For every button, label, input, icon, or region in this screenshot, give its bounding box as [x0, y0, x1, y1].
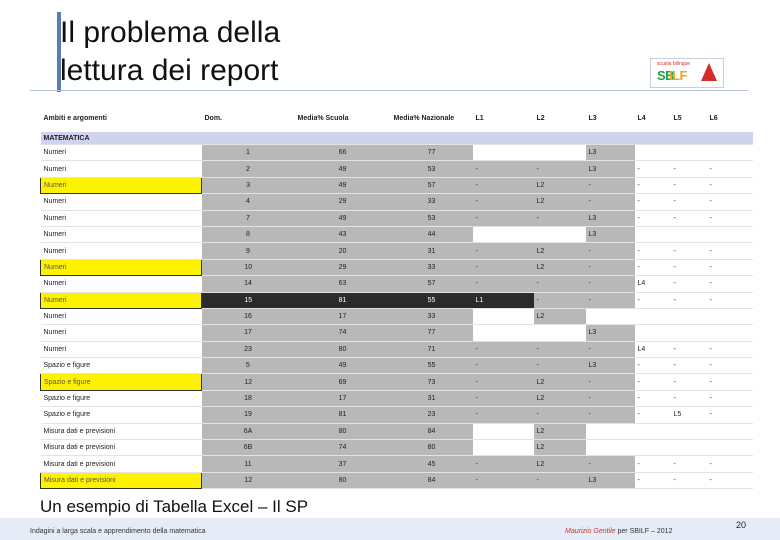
table-cell: L5: [671, 407, 707, 423]
table-cell: 14: [202, 276, 295, 292]
table-cell: -: [473, 259, 534, 275]
table-cell: [473, 226, 534, 242]
table-cell: -: [473, 243, 534, 259]
footer-right-rest: per SBILF – 2012: [615, 528, 673, 535]
table-cell: 49: [295, 210, 391, 226]
table-row: [41, 440, 753, 456]
table-cell: [707, 325, 753, 341]
table-cell: -: [671, 259, 707, 275]
table-cell: 1: [202, 145, 295, 161]
table-cell: 80: [295, 423, 391, 439]
footer-author: Maurizio Gentile: [565, 528, 616, 535]
table-cell: 12: [202, 374, 295, 390]
header-cell: L6: [709, 114, 718, 122]
table-cell: -: [473, 407, 534, 423]
table-cell: L2: [534, 194, 586, 210]
table-cell: -: [671, 161, 707, 177]
table-cell: 63: [295, 276, 391, 292]
table-row: [41, 292, 753, 308]
table-cell: -: [534, 472, 586, 488]
table-cell: -: [534, 292, 586, 308]
table-cell: -: [534, 407, 586, 423]
table-cell: -: [671, 390, 707, 406]
table-cell: 49: [295, 177, 391, 193]
table-cell: 33: [391, 194, 473, 210]
table-cell: [707, 440, 753, 456]
table-cell: 20: [295, 243, 391, 259]
row-label: Spazio e figure: [41, 390, 202, 406]
table-cell: 8: [202, 226, 295, 242]
table-cell: -: [707, 390, 753, 406]
table-row: [41, 276, 753, 292]
table-cell: 49: [295, 161, 391, 177]
table-cell: -: [707, 243, 753, 259]
table-cell: [707, 308, 753, 324]
row-label: Numeri: [41, 243, 202, 259]
table-cell: [671, 325, 707, 341]
table-cell: [635, 325, 671, 341]
table-cell: L3: [586, 472, 635, 488]
table-cell: 53: [391, 161, 473, 177]
table-cell: 43: [295, 226, 391, 242]
table-cell: -: [473, 194, 534, 210]
sbilf-logo: [650, 58, 724, 88]
table-cell: -: [534, 358, 586, 374]
table-cell: 57: [391, 177, 473, 193]
header-cell: Ambiti e argomenti: [43, 114, 107, 122]
table-cell: -: [534, 341, 586, 357]
table-cell: 9: [202, 243, 295, 259]
table-cell: -: [707, 276, 753, 292]
table-cell: -: [586, 194, 635, 210]
table-cell: -: [473, 210, 534, 226]
table-cell: 81: [295, 292, 391, 308]
table-cell: 33: [391, 308, 473, 324]
header-cell: L5: [673, 114, 682, 122]
table-cell: 53: [391, 210, 473, 226]
table-cell: L2: [534, 259, 586, 275]
row-label: Numeri: [41, 341, 202, 357]
table-cell: 29: [295, 194, 391, 210]
table-cell: -: [635, 243, 671, 259]
table-cell: -: [586, 374, 635, 390]
table-row: [41, 145, 753, 161]
table-cell: -: [635, 456, 671, 472]
table-cell: 17: [202, 325, 295, 341]
table-cell: [635, 145, 671, 161]
table-cell: -: [671, 292, 707, 308]
row-label: Numeri: [41, 177, 202, 193]
row-label: Spazio e figure: [41, 407, 202, 423]
table-row: [41, 374, 753, 390]
table-cell: [635, 423, 671, 439]
table-cell: 5: [202, 358, 295, 374]
header-cell: Media% Scuola: [297, 114, 349, 122]
table-cell: -: [671, 374, 707, 390]
table-cell: [534, 145, 586, 161]
table-cell: [671, 423, 707, 439]
table-row: [41, 358, 753, 374]
table-cell: -: [586, 292, 635, 308]
header-cell: L1: [475, 114, 484, 122]
table-cell: L3: [586, 161, 635, 177]
table-row: [41, 325, 753, 341]
table-cell: -: [473, 456, 534, 472]
table-cell: -: [586, 243, 635, 259]
table-cell: [671, 226, 707, 242]
logo-tagline: scuola bilingue: [657, 61, 691, 67]
table-cell: 31: [391, 243, 473, 259]
table-row: [41, 194, 753, 210]
footer-left-text: Indagini a larga scala e apprendimento della matematica: [30, 528, 206, 535]
table-cell: -: [707, 374, 753, 390]
table-cell: -: [586, 390, 635, 406]
table-cell: 55: [391, 292, 473, 308]
table-cell: L3: [586, 358, 635, 374]
table-cell: [635, 308, 671, 324]
table-cell: L2: [534, 177, 586, 193]
table-row: [41, 161, 753, 177]
table-row: [41, 456, 753, 472]
logo-text-b: ILF: [669, 68, 687, 83]
table-cell: -: [473, 472, 534, 488]
table-cell: -: [707, 210, 753, 226]
table-cell: -: [707, 292, 753, 308]
table-cell: 74: [295, 325, 391, 341]
table-cell: 84: [391, 423, 473, 439]
table-cell: 44: [391, 226, 473, 242]
table-cell: -: [534, 276, 586, 292]
table-cell: 18: [202, 390, 295, 406]
table-cell: 66: [295, 145, 391, 161]
table-cell: -: [635, 292, 671, 308]
table-row: [41, 226, 753, 242]
table-cell: 6B: [202, 440, 295, 456]
table-cell: -: [707, 194, 753, 210]
table-cell: -: [635, 407, 671, 423]
table-cell: -: [534, 210, 586, 226]
table-cell: 77: [391, 145, 473, 161]
row-label: Numeri: [41, 210, 202, 226]
report-table: [40, 104, 720, 484]
table-cell: -: [635, 177, 671, 193]
table-cell: L4: [635, 276, 671, 292]
footer-right-text: [565, 528, 672, 535]
table-row: [41, 407, 753, 423]
table-cell: [707, 423, 753, 439]
table-cell: -: [635, 210, 671, 226]
table-cell: [534, 325, 586, 341]
row-label: Numeri: [41, 259, 202, 275]
table-row: [41, 177, 753, 193]
table-cell: 16: [202, 308, 295, 324]
table-cell: 33: [391, 259, 473, 275]
table-cell: [671, 145, 707, 161]
table-cell: -: [707, 177, 753, 193]
hat-icon: [701, 63, 717, 81]
table-cell: -: [707, 259, 753, 275]
row-label: Misura dati e previsioni: [41, 456, 202, 472]
table-cell: -: [635, 161, 671, 177]
header-cell: L3: [588, 114, 597, 122]
table-cell: -: [671, 341, 707, 357]
table-cell: [586, 308, 635, 324]
table-cell: 4: [202, 194, 295, 210]
table-cell: [534, 226, 586, 242]
table-cell: [586, 440, 635, 456]
table-cell: -: [473, 161, 534, 177]
table-cell: 15: [202, 292, 295, 308]
table-cell: -: [473, 276, 534, 292]
row-label: Spazio e figure: [41, 358, 202, 374]
table-row: [41, 341, 753, 357]
table-cell: 77: [391, 325, 473, 341]
header-cell: L4: [637, 114, 646, 122]
slide-title: [60, 14, 280, 90]
table-cell: -: [635, 358, 671, 374]
table-cell: 45: [391, 456, 473, 472]
table-cell: [707, 226, 753, 242]
table-cell: [473, 308, 534, 324]
table-cell: L3: [586, 226, 635, 242]
table-row: [41, 243, 753, 259]
table-cell: 2: [202, 161, 295, 177]
table-row: [41, 390, 753, 406]
table-cell: 37: [295, 456, 391, 472]
table-cell: 49: [295, 358, 391, 374]
table-row: [41, 259, 753, 275]
table-cell: 55: [391, 358, 473, 374]
table-cell: [635, 440, 671, 456]
section-row: [41, 132, 753, 145]
row-label: Numeri: [41, 145, 202, 161]
table-cell: 31: [391, 390, 473, 406]
row-label: Numeri: [41, 292, 202, 308]
table-cell: -: [635, 259, 671, 275]
header-cell: Media% Nazionale: [393, 114, 455, 122]
table-cell: 17: [295, 390, 391, 406]
table-cell: 73: [391, 374, 473, 390]
table-cell: 74: [295, 440, 391, 456]
table-cell: 11: [202, 456, 295, 472]
table-cell: [671, 440, 707, 456]
table-cell: 10: [202, 259, 295, 275]
table-cell: -: [473, 177, 534, 193]
table-header-row: [41, 104, 753, 132]
table-cell: 29: [295, 259, 391, 275]
table-cell: 19: [202, 407, 295, 423]
table-cell: 3: [202, 177, 295, 193]
table-cell: 23: [391, 407, 473, 423]
table-cell: 17: [295, 308, 391, 324]
table-cell: 7: [202, 210, 295, 226]
row-label: Numeri: [41, 194, 202, 210]
table-cell: -: [707, 358, 753, 374]
table-cell: -: [671, 456, 707, 472]
table-row: [41, 210, 753, 226]
table-cell: -: [586, 177, 635, 193]
table-cell: L2: [534, 374, 586, 390]
table-cell: L2: [534, 308, 586, 324]
page-number: 20: [736, 520, 747, 530]
row-label: Numeri: [41, 226, 202, 242]
slide-caption: Un esempio di Tabella Excel – Il SP: [40, 497, 309, 516]
section-label: MATEMATICA: [41, 132, 753, 145]
table-cell: -: [586, 341, 635, 357]
table-cell: -: [635, 390, 671, 406]
table-cell: -: [707, 161, 753, 177]
table-cell: -: [707, 456, 753, 472]
row-label: Numeri: [41, 325, 202, 341]
table-cell: 69: [295, 374, 391, 390]
row-label: Misura dati e previsioni: [41, 472, 202, 488]
table-cell: -: [534, 161, 586, 177]
table-cell: 6A: [202, 423, 295, 439]
row-label: Numeri: [41, 308, 202, 324]
table-cell: -: [473, 390, 534, 406]
title-line-1: Il problema della: [60, 16, 281, 49]
row-label: Spazio e figure: [41, 374, 202, 390]
table-cell: -: [707, 407, 753, 423]
table-cell: -: [671, 358, 707, 374]
table-cell: 80: [295, 472, 391, 488]
table-cell: 57: [391, 276, 473, 292]
table-cell: [707, 145, 753, 161]
table-cell: -: [671, 276, 707, 292]
table-cell: L2: [534, 423, 586, 439]
table-cell: [473, 440, 534, 456]
table-cell: -: [586, 259, 635, 275]
table-cell: [473, 325, 534, 341]
table-cell: -: [635, 374, 671, 390]
table-cell: -: [586, 276, 635, 292]
table-row: [41, 472, 753, 488]
table-cell: L4: [635, 341, 671, 357]
table-cell: L2: [534, 390, 586, 406]
table-cell: 12: [202, 472, 295, 488]
table-cell: -: [671, 194, 707, 210]
row-label: Misura dati e previsioni: [41, 423, 202, 439]
table-cell: L2: [534, 456, 586, 472]
table-cell: 84: [391, 472, 473, 488]
table-cell: [635, 226, 671, 242]
table-cell: L3: [586, 210, 635, 226]
header-divider: [30, 90, 748, 91]
table-cell: 71: [391, 341, 473, 357]
table-cell: -: [671, 472, 707, 488]
table-cell: -: [671, 210, 707, 226]
table-cell: 80: [391, 440, 473, 456]
table-cell: -: [586, 456, 635, 472]
table-cell: [671, 308, 707, 324]
table-cell: -: [707, 472, 753, 488]
table-cell: -: [671, 177, 707, 193]
table-cell: 81: [295, 407, 391, 423]
table-cell: -: [473, 358, 534, 374]
table-cell: 23: [202, 341, 295, 357]
table-cell: -: [707, 341, 753, 357]
table-cell: -: [635, 194, 671, 210]
table-cell: 80: [295, 341, 391, 357]
row-label: Misura dati e previsioni: [41, 440, 202, 456]
table-cell: -: [473, 374, 534, 390]
row-label: Numeri: [41, 276, 202, 292]
header-cell: L2: [536, 114, 545, 122]
table-cell: L3: [586, 325, 635, 341]
table-cell: L2: [534, 243, 586, 259]
table-cell: -: [586, 407, 635, 423]
table-cell: -: [473, 341, 534, 357]
table-cell: L2: [534, 440, 586, 456]
table-cell: -: [635, 472, 671, 488]
row-label: Numeri: [41, 161, 202, 177]
header-cell: Dom.: [204, 114, 222, 122]
table-row: [41, 423, 753, 439]
table-row: [41, 308, 753, 324]
table-cell: [473, 145, 534, 161]
excel-table: [40, 104, 753, 489]
table-cell: [586, 423, 635, 439]
table-cell: L1: [473, 292, 534, 308]
table-cell: -: [671, 243, 707, 259]
title-line-2: lettura dei report: [60, 54, 279, 87]
table-cell: [473, 423, 534, 439]
table-cell: L3: [586, 145, 635, 161]
logo-text-a: SB: [657, 68, 675, 83]
